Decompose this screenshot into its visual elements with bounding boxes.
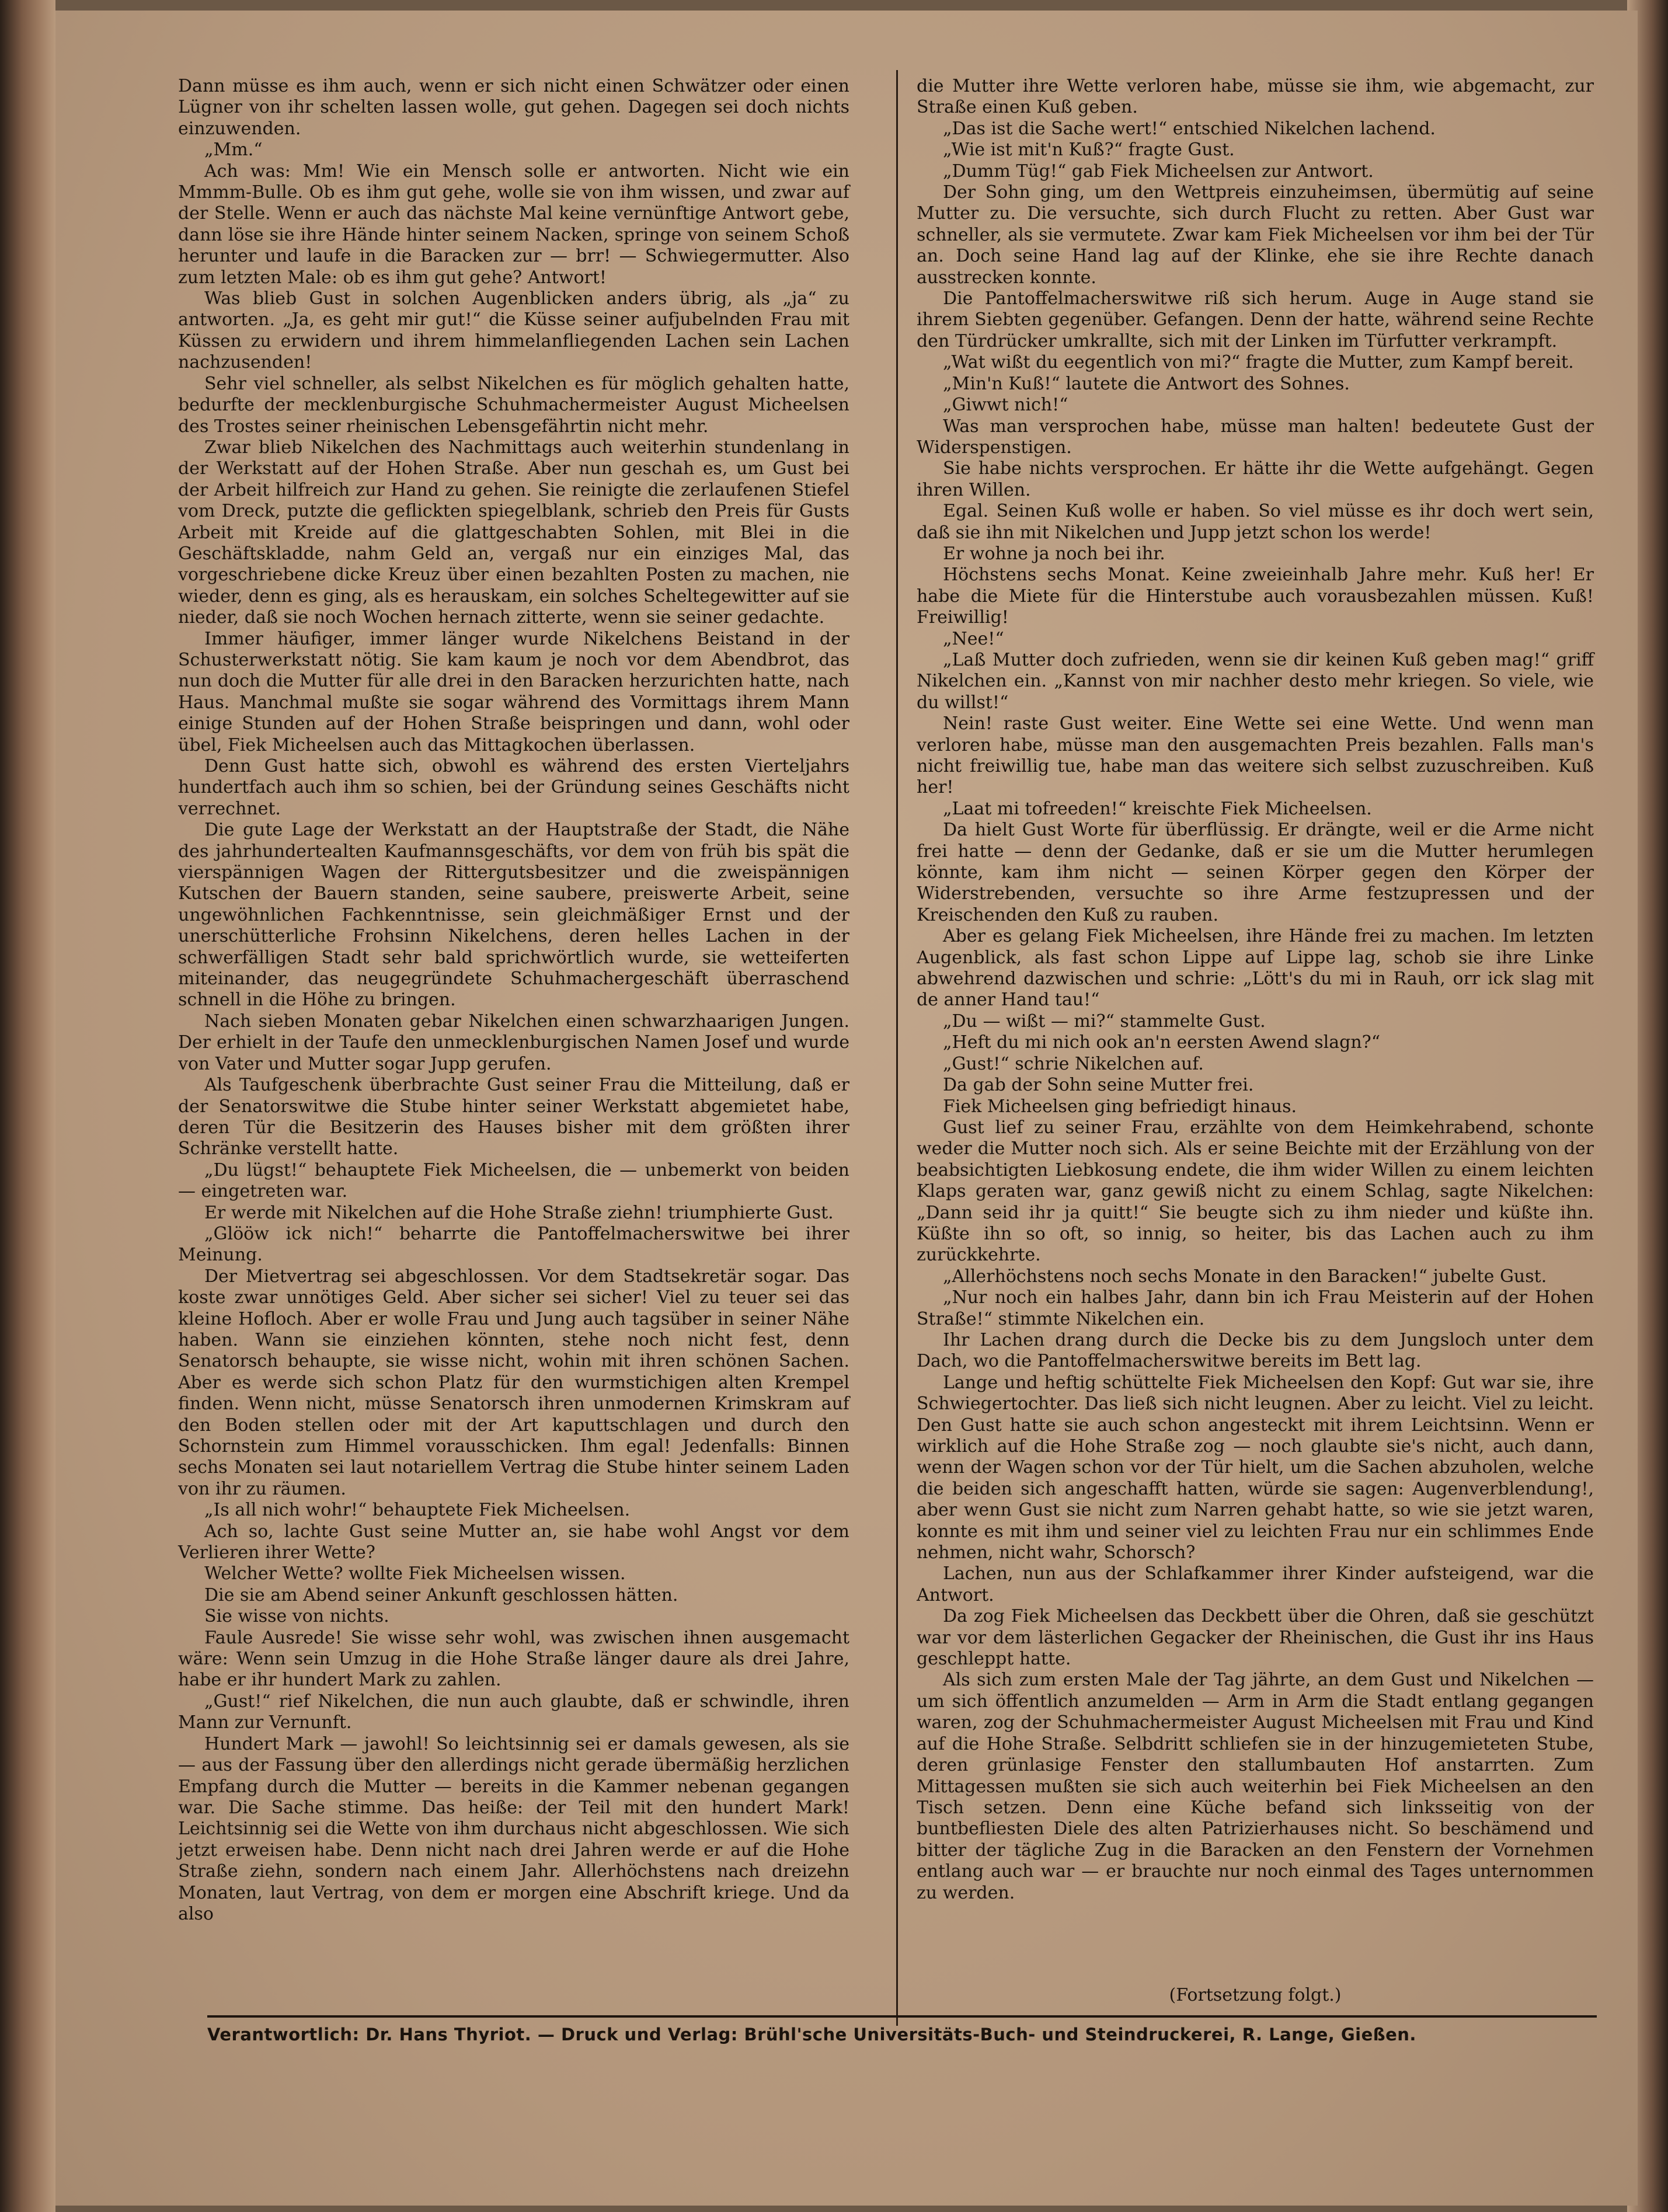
footer-rule	[207, 2015, 1597, 2018]
paragraph: „Is all nich wohr!“ behauptete Fiek Micheelsen.	[204, 1500, 631, 1521]
paragraph: „Laat mi tofreeden!“ kreischte Fiek Micheelsen.	[943, 798, 1372, 819]
paragraph: Da zog Fiek Micheelsen das Deckbett über die Ohren, daß sie geschützt war vor dem lästerlichen Gegacker der Rheinischen, die Gust ihr ins Haus geschleppt hatte.	[917, 1606, 1594, 1670]
paragraph: Höchstens sechs Monat. Keine zweieinhalb Jahre mehr. Kuß her! Er habe die Miete für die Hinterstube auch vorausbezahlen müssen. Kuß! Freiwillig!	[917, 565, 1594, 628]
paragraph: „Gust!“ schrie Nikelchen auf.	[943, 1053, 1204, 1074]
paragraph: „Allerhöchstens noch sechs Monate in den Baracken!“ jubelte Gust.	[943, 1266, 1547, 1287]
paragraph: Hundert Mark — jawohl! So leichtsinnig sei er damals gewesen, als sie — aus der Fassung über den allerdings nicht gerade übermäßig herzlichen Empfang durch die Mutter — bereits in die Kammer nebenan gegangen war. Die Sache stimme. Das heiße: der Teil mit den hundert Mark! Leichtsinnig sei die Wette von ihm durchaus nicht abgeschlossen. Wie sich jetzt erweisen habe. Denn nicht nach drei Jahren werde er auf die Hohe Straße ziehn, sondern nach einem Jahr. Allerhöchstens nach dreizehn Monaten, laut Vertrag, von dem er morgen eine Abschrift kriege. Und da also	[178, 1733, 849, 1924]
paragraph: Nach sieben Monaten gebar Nikelchen einen schwarzhaarigen Jungen. Der erhielt in der Taufe den unmecklenburgischen Namen Josef und wurde von Vater und Mutter sogar Jupp gerufen.	[178, 1011, 849, 1074]
paragraph: „Min'n Kuß!“ lautete die Antwort des Sohnes.	[943, 373, 1350, 394]
paragraph: Als Taufgeschenk überbrachte Gust seiner Frau die Mitteilung, daß er der Senatorswitwe die Stube hinter seiner Werkstatt abgemietet habe, deren Tür die Besitzerin des Hauses bisher mit dem größten ihrer Schränke verstellt hatte.	[178, 1075, 849, 1159]
imprint-footer: Verantwortlich: Dr. Hans Thyriot. — Druck und Verlag: Brühl'sche Universitäts-Buch- und Steindruckerei, R. Lange, Gießen.	[207, 2025, 1416, 2044]
paragraph: Lange und heftig schüttelte Fiek Micheelsen den Kopf: Gut war sie, ihre Schwiegertochter. Das ließ sich nicht leugnen. Aber zu leicht. Viel zu leicht. Den Gust hatte sie auch schon angesteckt mit ihrem Leichtsinn. Wenn er wirklich auf die Hohe Straße zog — noch glaubte sie's nicht, auch dann, wenn der Wagen schon vor der Tür hielt, um die Sachen abzuholen, welche die beiden sich angeschafft hatten, würde sie sagen: Augenverblendung!, aber wenn Gust sie nicht zum Narren gehabt hatte, so wie sie jetzt waren, konnte es mit ihm und seiner viel zu leichten Frau nur ein schlimmes Ende nehmen, nicht wahr, Schorsch?	[917, 1372, 1594, 1563]
paragraph: „Wie ist mit'n Kuß?“ fragte Gust.	[943, 140, 1235, 161]
paragraph: „Laß Mutter doch zufrieden, wenn sie dir keinen Kuß geben mag!“ griff Nikelchen ein. „Kannst von mir nachher desto mehr kriegen. So viele, wie du willst!“	[917, 649, 1594, 713]
column-divider	[896, 70, 898, 2026]
paragraph: Gust lief zu seiner Frau, erzählte von dem Heimkehrabend, schonte weder die Mutter noch sich. Als er seine Beichte mit der Erzählung von der beabsichtigten Liebkosung endete, die ihm wider Willen zu einem leichten Klaps geraten war, ganz gewiß nicht zu einem Schlag, sagte Nikelchen: „Dann seid ihr ja quitt!“ Sie beugte sich zu ihm nieder und küßte ihn. Küßte ihn so oft, so innig, so heiter, bis das Lachen auch zu ihm zurückkehrte.	[917, 1117, 1594, 1266]
paragraph: „Heft du mi nich ook an'n eersten Awend slagn?“	[943, 1032, 1381, 1053]
paragraph: Die Pantoffelmacherswitwe riß sich herum. Auge in Auge stand sie ihrem Siebten gegenüber. Gefangen. Denn der hatte, während seine Rechte den Türdrücker umkrallte, sich mit der Linken im Türfutter verkrampft.	[917, 288, 1594, 351]
paragraph: „Giwwt nich!“	[943, 395, 1068, 416]
text-column-right	[917, 76, 1594, 1904]
paragraph: Sie habe nichts versprochen. Er hätte ihr die Wette aufgehängt. Gegen ihren Willen.	[917, 458, 1594, 500]
paragraph: Ach was: Mm! Wie ein Mensch solle er antworten. Nicht wie ein Mmmm-Bulle. Ob es ihm gut gehe, wolle sie von ihm wissen, und zwar auf der Stelle. Wenn er auch das nächste Mal keine vernünftige Antwort gebe, dann löse sie ihre Hände hinter seinem Nacken, springe von seinem Schoß herunter und laufe in die Baracken zur — brr! — Schwiegermutter. Also zum letzten Male: ob es ihm gut gehe? Antwort!	[178, 161, 849, 288]
paragraph: Der Sohn ging, um den Wettpreis einzuheimsen, übermütig auf seine Mutter zu. Die versuchte, sich durch Flucht zu retten. Aber Gust war schneller, als sie vermutete. Zwar kam Fiek Micheelsen vor ihm bei der Tür an. Doch seine Hand lag auf der Klinke, ehe sie ihre Rechte danach ausstrecken konnte.	[917, 182, 1594, 288]
paragraph: Er werde mit Nikelchen auf die Hohe Straße ziehn! triumphierte Gust.	[204, 1202, 834, 1223]
paragraph: Da gab der Sohn seine Mutter frei.	[943, 1075, 1254, 1096]
paragraph: die Mutter ihre Wette verloren habe, müsse sie ihm, wie abgemacht, zur Straße einen Kuß geben.	[917, 76, 1594, 118]
paragraph: Fiek Micheelsen ging befriedigt hinaus.	[943, 1096, 1297, 1117]
paragraph: „Nur noch ein halbes Jahr, dann bin ich Frau Meisterin auf der Hohen Straße!“ stimmte Nikelchen ein.	[917, 1287, 1594, 1329]
paragraph: „Glööw ick nich!“ beharrte die Pantoffelmacherswitwe bei ihrer Meinung.	[178, 1223, 849, 1266]
continuation-note: (Fortsetzung folgt.)	[1169, 1985, 1342, 2005]
paragraph: Die gute Lage der Werkstatt an der Hauptstraße der Stadt, die Nähe des jahrhundertealten Kaufmannsgeschäfts, vor dem von früh bis spät die vierspännigen Wagen der Rittergutsbesitzer und die zweispännigen Kutschen der Bauern standen, seine saubere, preiswerte Arbeit, seine ungewöhnlichen Fachkenntnisse, sein gleichmäßiger Ernst und der unerschütterliche Frohsinn Nikelchens, deren helles Lachen in der schwerfälligen Stadt sehr bald sprichwörtlich wurde, sie wetteiferten miteinander, das neugegründete Schuhmachergeschäft überraschend schnell in die Höhe zu bringen.	[178, 820, 849, 1011]
paragraph: Da hielt Gust Worte für überflüssig. Er drängte, weil er die Arme nicht frei hatte — denn der Gedanke, daß er sie um die Mutter herumlegen könnte, kam ihm nicht — seinen Körper gegen den Körper der Widerstrebenden, versuchte so ihre Arme festzupressen und der Kreischenden den Kuß zu rauben.	[917, 820, 1594, 925]
paragraph: „Dumm Tüg!“ gab Fiek Micheelsen zur Antwort.	[943, 161, 1374, 182]
paragraph: Lachen, nun aus der Schlafkammer ihrer Kinder aufsteigend, war die Antwort.	[917, 1563, 1594, 1605]
paragraph: Dann müsse es ihm auch, wenn er sich nicht einen Schwätzer oder einen Lügner von ihr schelten lassen wolle, gut gehen. Dagegen sei doch nichts einzuwenden.	[178, 76, 849, 139]
paragraph: Ihr Lachen drang durch die Decke bis zu dem Jungsloch unter dem Dach, wo die Pantoffelmacherswitwe bereits im Bett lag.	[917, 1329, 1594, 1372]
paragraph: Der Mietvertrag sei abgeschlossen. Vor dem Stadtsekretär sogar. Das koste zwar unnötiges Geld. Aber sicher sei sicher! Viel zu teuer sei das kleine Hofloch. Aber er wolle Frau und Jung auch tagsüber in seiner Nähe haben. Wann sie einziehen könnten, stehe noch nicht fest, denn Senatorsch behaupte, sie wisse nicht, wohin mit ihren schönen Sachen. Aber es werde sich schon Platz für den wurmstichigen alten Krempel finden. Wenn nicht, müsse Senatorsch ihren unmodernen Krimskram auf den Boden stellen oder mit der Art kaputtschlagen und durch den Schornstein zum Himmel vorausschicken. Ihm egal! Jedenfalls: Binnen sechs Monaten sei laut notariellem Vertrag die Stube hinter seinem Laden von ihr zu räumen.	[178, 1266, 849, 1499]
paragraph: Denn Gust hatte sich, obwohl es während des ersten Vierteljahrs hundertfach auch ihm so schien, bei der Gründung seines Geschäfts nicht verrechnet.	[178, 756, 849, 819]
paragraph: „Wat wißt du eegentlich von mi?“ fragte die Mutter, zum Kampf bereit.	[943, 352, 1574, 373]
paragraph: Nein! raste Gust weiter. Eine Wette sei eine Wette. Und wenn man verloren habe, müsse man den ausgemachten Preis bezahlen. Falls man's nicht freiwillig tue, habe man das weitere sich selbst zuzuschreiben. Kuß her!	[917, 713, 1594, 798]
paragraph: Sie wisse von nichts.	[204, 1606, 389, 1627]
paragraph: „Nee!“	[943, 628, 1004, 649]
paragraph: Aber es gelang Fiek Micheelsen, ihre Hände frei zu machen. Im letzten Augenblick, als fast schon Lippe auf Lippe lag, schob sie ihre Linke abwehrend dazwischen und schrie: „Lött's du mi in Rauh, orr ick slag mit de anner Hand tau!“	[917, 926, 1594, 1011]
paragraph: Ach so, lachte Gust seine Mutter an, sie habe wohl Angst vor dem Verlieren ihrer Wette?	[178, 1521, 849, 1563]
paragraph: Sehr viel schneller, als selbst Nikelchen es für möglich gehalten hatte, bedurfte der mecklenburgische Schuhmachermeister August Micheelsen des Trostes seiner rheinischen Lebensgefährtin nicht mehr.	[178, 373, 849, 437]
paragraph: Zwar blieb Nikelchen des Nachmittags auch weiterhin stundenlang in der Werkstatt auf der Hohen Straße. Aber nun geschah es, um Gust bei der Arbeit hilfreich zur Hand zu gehen. Sie reinigte die zerlaufenen Stiefel vom Dreck, putzte die geflickten spiegelblank, schrieb den Preis für Gusts Arbeit mit Kreide auf die glattgeschabten Sohlen, mit Blei in die Geschäftskladde, nahm Geld an, vergaß nur ein einziges Mal, das vorgeschriebene dicke Kreuz über einen bezahlten Posten zu machen, nie wieder, denn es ging, als es herauskam, ein solches Scheltegewitter auf sie nieder, daß sie noch Wochen hernach zitterte, wenn sie seiner gedachte.	[178, 437, 849, 628]
binding-spine-left	[0, 0, 55, 2212]
paragraph: Er wohne ja noch bei ihr.	[943, 543, 1165, 564]
paragraph: Als sich zum ersten Male der Tag jährte, an dem Gust und Nikelchen — um sich öffentlich anzumelden — Arm in Arm die Stadt entlang gegangen waren, zog der Schuhmachermeister August Micheelsen mit Frau und Kind auf die Hohe Straße. Selbdritt schliefen sie in der hinzugemieteten Stube, deren grünlasige Fenster den stallumbauten Hof anstarrten. Zum Mittagessen mußten sie sich auch weiterhin bei Fiek Micheelsen an den Tisch setzen. Denn eine Küche befand sich linksseitig von der buntbefliesten Diele des alten Patrizierhauses nicht. So beschämend und bitter der tägliche Zug in die Baracken an den Fenstern der Vornehmen entlang auch war — er brauchte nur noch einmal des Tages unternommen zu werden.	[917, 1670, 1594, 1903]
paragraph: „Du lügst!“ behauptete Fiek Micheelsen, die — unbemerkt von beiden — eingetreten war.	[178, 1159, 849, 1202]
paragraph: Immer häufiger, immer länger wurde Nikelchens Beistand in der Schusterwerkstatt nötig. Sie kam kaum je noch vor dem Abendbrot, das nun doch die Mutter für alle drei in den Baracken herzurichten hatte, nach Haus. Manchmal mußte sie sogar während des Vormittags ihrem Mann einige Stunden auf der Hohen Straße beispringen und dann, wohl oder übel, Fiek Micheelsen auch das Mittagkochen überlassen.	[178, 628, 849, 755]
paragraph: Was man versprochen habe, müsse man halten! bedeutete Gust der Widerspenstigen.	[917, 416, 1594, 458]
paragraph: „Gust!“ rief Nikelchen, die nun auch glaubte, daß er schwindle, ihren Mann zur Vernunft.	[178, 1691, 849, 1733]
paragraph: Faule Ausrede! Sie wisse sehr wohl, was zwischen ihnen ausgemacht wäre: Wenn sein Umzug in die Hohe Straße länger daure als drei Jahre, habe er ihr hundert Mark zu zahlen.	[178, 1627, 849, 1691]
paragraph: „Das ist die Sache wert!“ entschied Nikelchen lachend.	[943, 118, 1436, 139]
text-column-left	[178, 76, 849, 1925]
paragraph: „Mm.“	[204, 140, 263, 161]
paragraph: Welcher Wette? wollte Fiek Micheelsen wissen.	[204, 1563, 626, 1584]
paragraph: Egal. Seinen Kuß wolle er haben. So viel müsse es ihr doch wert sein, daß sie ihn mit Nikelchen und Jupp jetzt schon los werde!	[917, 501, 1594, 543]
paragraph: „Du — wißt — mi?“ stammelte Gust.	[943, 1011, 1266, 1032]
paragraph: Die sie am Abend seiner Ankunft geschlossen hätten.	[204, 1584, 678, 1605]
paragraph: Was blieb Gust in solchen Augenblicken anders übrig, als „ja“ zu antworten. „Ja, es geht mir gut!“ die Küsse seiner aufjubelnden Frau mit Küssen zu erwidern und ihrem himmelanfliegenden Lachen sein Lachen nachzusenden!	[178, 288, 849, 373]
